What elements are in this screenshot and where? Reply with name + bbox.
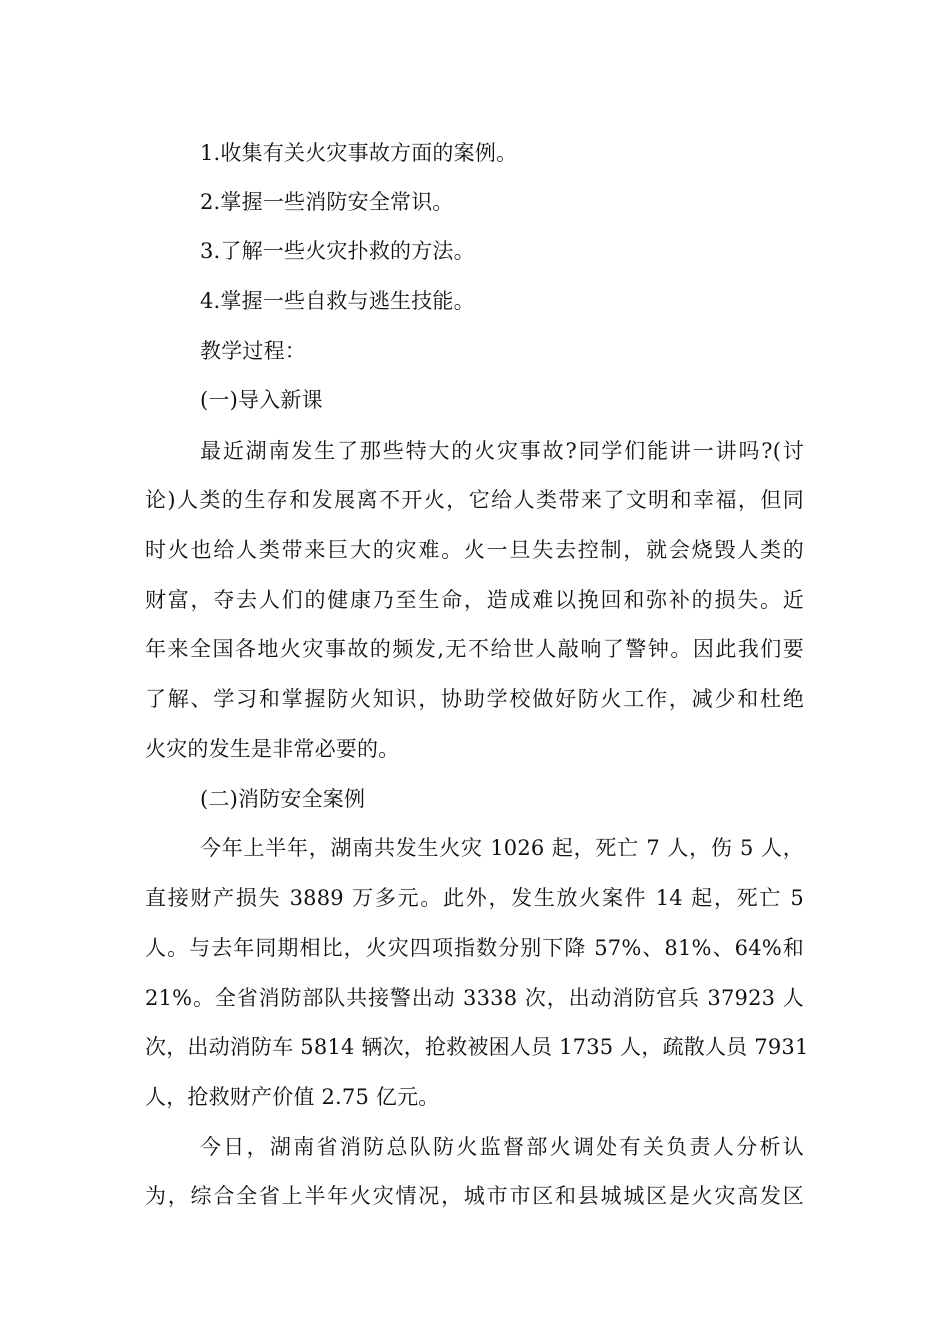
section1-heading: (一)导入新课 [200,388,323,412]
section2-para2-line-1: 今日，湖南省消防总队防火监督部火调处有关负责人分析认 [200,1135,804,1159]
section1-line-2: 论)人类的生存和发展离不开火，它给人类带来了文明和幸福，但同 [145,488,804,512]
objective-3: 3.了解一些火灾扑救的方法。 [200,239,475,263]
section2-para1-line-1: 今年上半年，湖南共发生火灾 1026 起，死亡 7 人，伤 5 人， [200,836,804,860]
section2-para1-line-4: 21%。全省消防部队共接警出动 3338 次，出动消防官兵 37923 人 [145,986,804,1010]
section1-line-1: 最近湖南发生了那些特大的火灾事故?同学们能讲一讲吗?(讨 [200,439,804,463]
section1-line-5: 年来全国各地火灾事故的频发,无不给世人敲响了警钟。因此我们要 [145,637,804,661]
section1-line-6: 了解、学习和掌握防火知识，协助学校做好防火工作，减少和杜绝 [145,687,804,711]
section2-para1-line-5: 次，出动消防车 5814 辆次，抢救被困人员 1735 人，疏散人员 7931 [145,1035,809,1059]
section2-para1-line-2: 直接财产损失 3889 万多元。此外，发生放火案件 14 起，死亡 5 [145,886,804,910]
objective-1: 1.收集有关火灾事故方面的案例。 [200,141,518,165]
section2-para1-line-3: 人。与去年同期相比，火灾四项指数分别下降 57%、81%、64%和 [145,936,804,960]
objective-4: 4.掌握一些自救与逃生技能。 [200,289,475,313]
section1-line-4: 财富，夺去人们的健康乃至生命，造成难以挽回和弥补的损失。近 [145,588,804,612]
section2-para2-line-2: 为，综合全省上半年火灾情况，城市市区和县城城区是火灾高发区 [145,1184,804,1208]
objective-2: 2.掌握一些消防安全常识。 [200,190,454,214]
section1-line-3: 时火也给人类带来巨大的灾难。火一旦失去控制，就会烧毁人类的 [145,538,804,562]
section1-line-7: 火灾的发生是非常必要的。 [145,737,400,761]
section2-heading: (二)消防安全案例 [200,787,366,811]
section2-para1-line-6: 人，抢救财产价值 2.75 亿元。 [145,1085,440,1109]
process-heading: 教学过程： [200,339,306,363]
